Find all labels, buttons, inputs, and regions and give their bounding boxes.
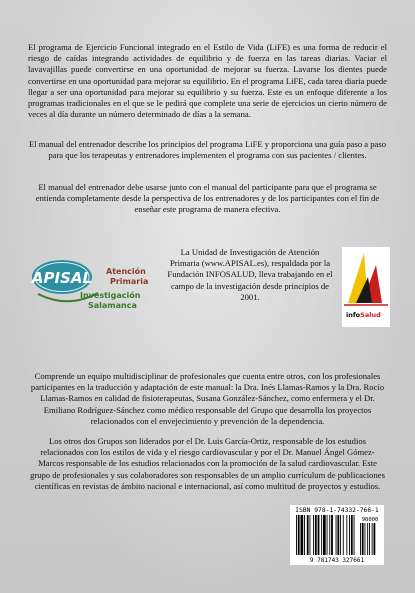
barcode-addon-bar	[360, 523, 361, 555]
isbn-barcode	[290, 505, 384, 565]
barcode-bar	[351, 515, 353, 555]
barcode-bar	[307, 515, 309, 555]
barcode-bar	[349, 515, 350, 555]
apisal-wordmark: APISAL	[31, 269, 93, 287]
barcode-bar	[301, 515, 304, 555]
usage-paragraph: El manual del entrenador debe usarse junto con el manual del participante para que el programa se entienda completamente desde la perspectiva de los entrenadores y de los participantes con el fin de enseñar este programa de manera efectiva.	[35, 182, 380, 215]
apisal-emblem-icon	[28, 247, 166, 327]
barcode-bar	[340, 515, 341, 555]
infosalud-logo	[342, 247, 390, 327]
manual-paragraph: El manual del entrenador describe los principios del programa LiFE y proporciona una guía paso a paso para que los terapeutas y entrenadores implementen el programa con sus pacientes / clientes.	[28, 139, 386, 161]
intro-paragraph: El programa de Ejercicio Funcional integrado en el Estilo de Vida (LiFE) es una forma de reducir el riesgo de caídas integrando actividades de equilibrio y de fuerza en las tareas diarias. Vaciar el lavavajillas puede convertirse en una oportunidad de mejorar su fuerza. Lavarse los dientes puede convertirse en una oportunidad para mejorar su equilibrio. En el programa LiFE, cada tarea diaria puede llegar a ser una oportunidad para mejorar su equilibrio y su fuerza. Este es un enfoque diferente a los programas tradicionales en el que se le pedirá que complete una serie de ejercicios un cierto número de veces al día durante un número determinado de días a la semana.	[28, 42, 387, 120]
barcode-bar	[318, 515, 320, 555]
barcode-addon-bar	[365, 523, 366, 555]
barcode-bar	[310, 515, 311, 555]
barcode-addon-bar	[362, 523, 364, 555]
grupos-paragraph: Los otros dos Grupos son liderados por el Dr. Luis García-Ortiz, responsable de los estudios relacionados con los estilos de vida y el riesgo cardiovascular y por el Dr. Manuel Ángel Gómez-Marcos responsable de los estudios relacionados con la promoción de la salud cardiovascular. Este grupo de profesionales y sus colaboradores son responsables de un amplio currículum de publicaciones científicas en revistas de ámbito nacional e internacional, así como multitud de proyectos y estudios.	[30, 436, 385, 491]
barcode-addon-bar	[367, 523, 368, 555]
apisal-line-salamanca: Salamanca	[88, 301, 137, 310]
barcode-bars	[290, 505, 384, 565]
barcode-addon-label: 90000	[361, 517, 379, 523]
equipo-paragraph: Comprende un equipo multidisciplinar de profesionales que cuenta entre otros, con los profesionales participantes en la traducción y adaptación de este manual: la Dra. Inés Llamas-Ramos y la Dra. Rocío Llamas-Ramos en calidad de fisioterapeutas, Susana González-Sánchez, como enfermera y el Dr. Emiliano Rodríguez-Sánchez como médico responsable del Grupo que desarrolla los proyectos relacionados con el envejecimiento y prevención de la dependencia.	[30, 371, 385, 426]
infosalud-suffix: Salud	[360, 311, 381, 319]
barcode-number: 9 781743 327661	[309, 557, 365, 564]
barcode-bar	[354, 515, 355, 555]
apisal-line-investigacion: Investigación	[80, 291, 141, 300]
apisal-line-atencion: Atención	[106, 267, 146, 276]
barcode-bar	[298, 515, 300, 555]
barcode-bar	[321, 515, 322, 555]
barcode-bar	[329, 515, 330, 555]
barcode-bar	[346, 515, 347, 555]
barcode-bar	[331, 515, 333, 555]
barcode-bar	[327, 515, 328, 555]
barcode-bar	[313, 515, 314, 555]
barcode-addon-bar	[369, 523, 370, 555]
barcode-addon-bar	[372, 523, 373, 555]
barcode-bar	[323, 515, 326, 555]
barcode-bar	[337, 515, 339, 555]
infosalud-wordmark	[346, 311, 381, 319]
unidad-paragraph: La Unidad de Investigación de Atención Primaria (www.APISAL.es), respaldada por la Fundación INFOSALUD, lleva trabajando en el campo de la investigación desde principios de 2001.	[167, 247, 333, 302]
barcode-bar	[304, 515, 305, 555]
infosalud-prefix: info	[346, 311, 361, 319]
isbn-label: ISBN 978-1-74332-766-1	[295, 507, 379, 514]
apisal-line-primaria: Primaria	[110, 277, 149, 286]
barcode-bar	[315, 515, 317, 555]
barcode-bar	[343, 515, 344, 555]
apisal-logo	[28, 247, 166, 327]
barcode-bar	[296, 515, 297, 555]
barcode-addon-bar	[374, 523, 376, 555]
barcode-bar	[336, 515, 337, 555]
